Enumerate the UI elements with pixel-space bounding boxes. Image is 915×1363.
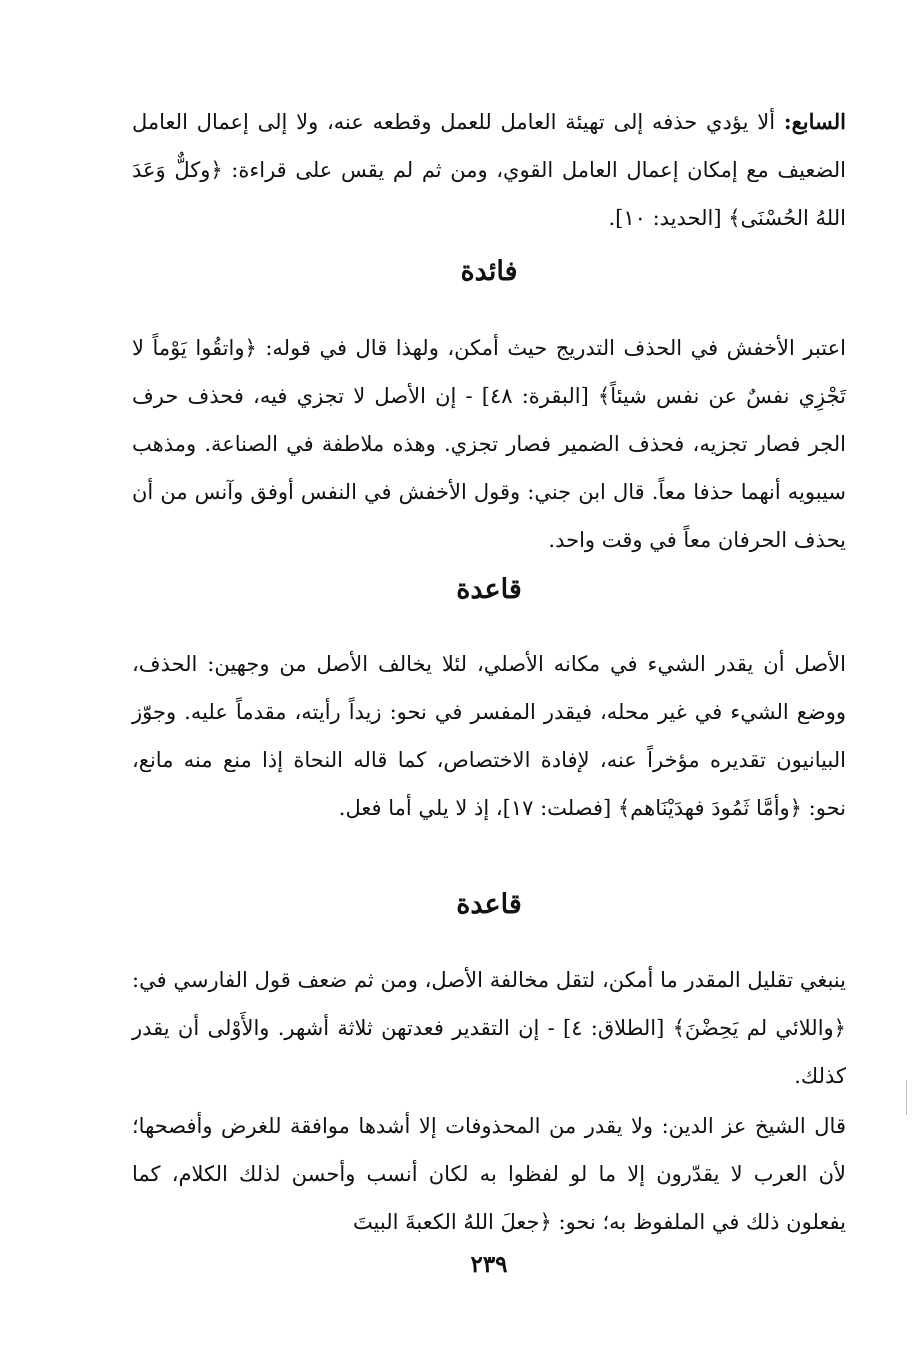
- section-seven-label: السابع:: [783, 109, 846, 134]
- heading-qa-ida-1: قاعدة: [456, 574, 522, 605]
- heading-fa-ida: فائدة: [460, 256, 518, 287]
- paragraph-qa-ida-1: الأصل أن يقدر الشيء في مكانه الأصلي، لئلا يخالف الأصل من وجهين: الحذف، ووضع الشيء في غير محله، فيقدر المفسر في نحو: زيداً رأيته، مقدماً عليه. وجوّز البيانيون تقديره مؤخراً عنه، لإفادة الاختصاص، كما قاله النحاة إذا منع منه مانع، نحو: ﴿وأمَّا ثَمُودَ فهدَيْنَاهم﴾ [فصلت: ١٧]، إذ لا يلي أما فعل.: [132, 652, 846, 820]
- page-number: ٢٣٩: [470, 1251, 508, 1278]
- paragraph-fa-ida: اعتبر الأخفش في الحذف التدريج حيث أمكن، ولهذا قال في قوله: ﴿واتقُوا يَوْماً لا تَجْزِي نفسٌ عن نفس شيئاً﴾ [البقرة: ٤٨] - إن الأصل لا تجزي فيه، فحذف حرف الجر فصار تجزيه، فحذف الضمير فصار تجزي. وهذه ملاطفة في الصناعة. ومذهب سيبويه أنهما حذفا معاً. قال ابن جني: وقول الأخفش في النفس أوفق وآنس من أن يحذف الحرفان معاً في وقت واحد.: [132, 336, 847, 552]
- section-seven-text: ألا يؤدي حذفه إلى تهيئة العامل للعمل وقطعه عنه، ولا إلى إعمال العامل الضعيف مع إمكان إعمال العامل القوي، ومن ثم لم يقس على قراءة: ﴿وكلٌّ وَعَدَ اللهُ الحُسْنَى﴾ [الحديد: ١٠].: [132, 110, 846, 230]
- paragraph-qa-ida-2: ينبغي تقليل المقدر ما أمكن، لتقل مخالفة الأصل، ومن ثم ضعف قول الفارسي في: ﴿واللائي لم يَحِضْنَ﴾ [الطلاق: ٤] - إن التقدير فعدتهن ثلاثة أشهر. والأَوْلى أن يقدر كذلك.: [132, 968, 846, 1088]
- scan-edge-mark: [906, 1080, 907, 1115]
- heading-qa-ida-2: قاعدة: [456, 889, 522, 920]
- paragraph-izz-al-din: قال الشيخ عز الدين: ولا يقدر من المحذوفات إلا أشدها موافقة للغرض وأفصحها؛ لأن العرب لا يقدّرون إلا ما لو لفظوا به لكان أنسب وأحسن لذلك الكلام، كما يفعلون ذلك في الملفوظ به؛ نحو: ﴿جعلَ اللهُ الكعبةَ البيتَ: [132, 1114, 846, 1234]
- section-seven-paragraph: [132, 98, 846, 242]
